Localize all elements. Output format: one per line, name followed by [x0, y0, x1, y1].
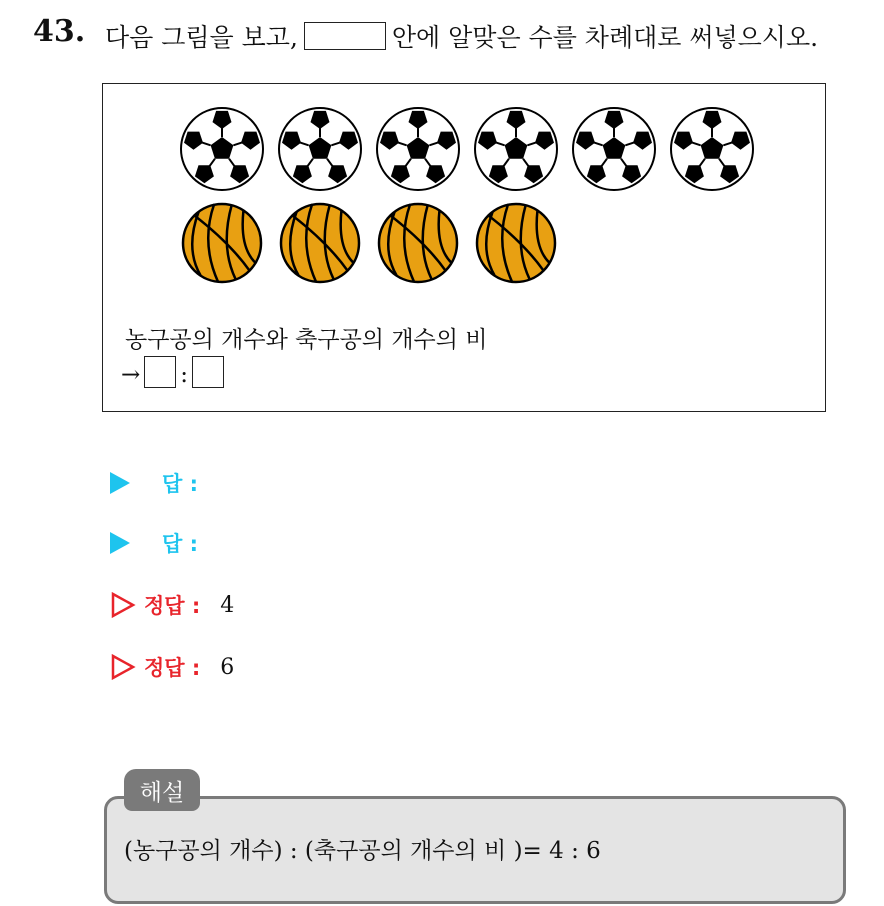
explanation-tab: 해설 [124, 769, 200, 811]
question-stem [105, 18, 818, 54]
soccer-ball-icon [377, 108, 459, 190]
ratio-blank-soccer [192, 356, 224, 388]
correct-answer-value: 6 [220, 654, 235, 680]
ratio-blank-basketball [144, 356, 176, 388]
ratio-colon: : [180, 362, 189, 388]
soccer-ball-icon [671, 108, 753, 190]
figure-box [102, 83, 826, 412]
figure-caption: 농구공의 개수와 축구공의 개수의 비 [125, 327, 488, 353]
play-triangle-icon [110, 472, 130, 494]
correct-answer-label: 정답 : [144, 656, 201, 680]
soccer-ball-icon [181, 108, 263, 190]
question-stem-after: 안에 알맞은 수를 차례대로 써넣으시오. [391, 23, 819, 52]
stem-blank-box [304, 22, 386, 50]
question-number: 43. [33, 14, 86, 49]
basketball-icon [477, 204, 555, 282]
soccer-ball-icon [279, 108, 361, 190]
basketball-icon [379, 204, 457, 282]
correct-answer-label: 정답 : [144, 594, 201, 618]
answer-label: 답 : [162, 532, 198, 556]
correct-answer-row-1 [110, 590, 234, 620]
correct-answer-row-2 [110, 652, 234, 682]
correct-answer-value: 4 [220, 592, 235, 618]
play-triangle-icon [110, 532, 130, 554]
soccer-ball-icon [573, 108, 655, 190]
answer-row-1 [110, 468, 198, 498]
soccer-ball-icon [475, 108, 557, 190]
basketball-icon [183, 204, 261, 282]
outline-triangle-icon [110, 654, 136, 680]
question-stem-before: 다음 그림을 보고, [105, 23, 298, 52]
basketball-icon [281, 204, 359, 282]
ratio-arrow: → [121, 362, 141, 388]
explanation-text: (농구공의 개수) : (축구공의 개수의 비 )= 4 : 6 [124, 838, 601, 864]
ratio-line [121, 356, 228, 388]
answer-label: 답 : [162, 472, 198, 496]
answer-row-2 [110, 528, 198, 558]
balls-illustration [103, 84, 827, 313]
outline-triangle-icon [110, 592, 136, 618]
